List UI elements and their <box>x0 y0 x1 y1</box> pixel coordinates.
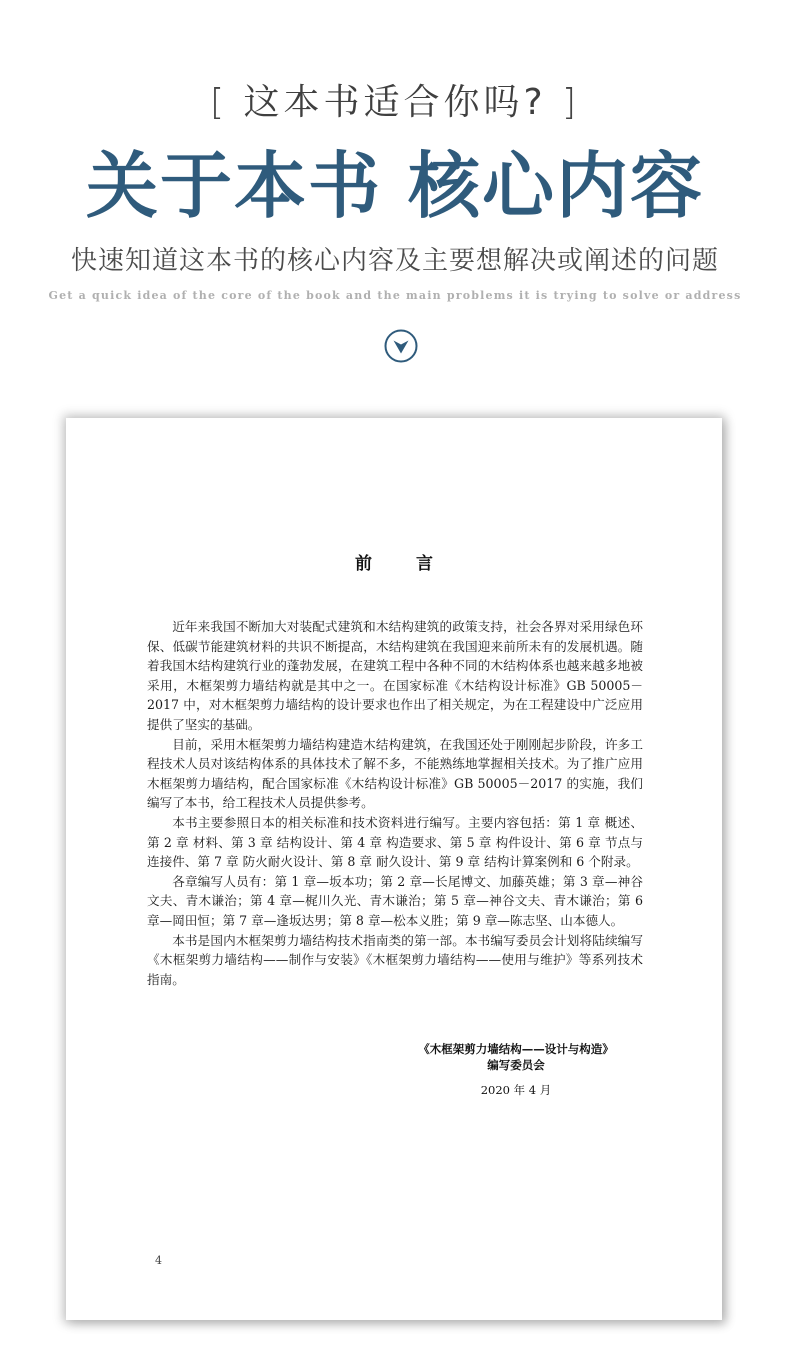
paragraph: 目前，采用木框架剪力墙结构建造木结构建筑，在我国还处于刚刚起步阶段，许多工程技术人员对该结构体系的具体技术了解不多，不能熟练地掌握相关技术。为了推广应用木框架剪力墙结构，配合国家标准《木结构设计标准》GB 50005－2017 的实施，我们编写了本书，给工程技术人员提供参考。 <box>147 736 643 811</box>
book-page <box>66 418 722 1320</box>
page-heading <box>66 552 722 576</box>
promo-header <box>0 0 790 400</box>
signoff-date: 2020 年 4 月 <box>480 1083 552 1097</box>
preface-body <box>147 617 643 989</box>
question-text: 这本书适合你吗? <box>243 82 547 123</box>
signoff <box>396 1041 636 1098</box>
subtitle-chinese: 快速知道这本书的核心内容及主要想解决或阐述的问题 <box>70 246 719 276</box>
heading-char-2: 言 <box>416 554 433 574</box>
paragraph: 本书是国内木框架剪力墙结构技术指南类的第一部。本书编写委员会计划将陆续编写《木框架剪力墙结构——制作与安装》《木框架剪力墙结构——使用与维护》等系列技术指南。 <box>147 932 643 987</box>
bracket-close: ] <box>562 82 581 123</box>
signoff-committee: 编写委员会 <box>487 1058 545 1072</box>
question-title <box>0 78 790 128</box>
subtitle-english: Get a quick idea of the core of the book and the main problems it is trying to solve or address <box>48 289 742 302</box>
main-title <box>0 143 790 229</box>
signoff-book-title: 《木框架剪力墙结构——设计与构造》 <box>418 1042 614 1056</box>
main-title-left: 关于本书 <box>85 143 382 228</box>
main-title-right: 核心内容 <box>408 143 705 228</box>
page-number: 4 <box>155 1254 162 1267</box>
heading-char-1: 前 <box>355 554 372 574</box>
chevron-down-circle-icon[interactable] <box>384 329 418 363</box>
bracket-open: [ <box>209 82 228 123</box>
paragraph: 各章编写人员有：第 1 章—坂本功；第 2 章—长尾博文、加藤英雄；第 3 章—神谷文夫、青木谦治；第 4 章—梶川久光、青木谦治；第 5 章—神谷文夫、青木谦治；第 6 章—岡田恒；第 7 章—逢坂达男；第 8 章—松本义胜；第 9 章—陈志坚、山本德人。 <box>147 873 643 928</box>
paragraph: 近年来我国不断加大对装配式建筑和木结构建筑的政策支持，社会各界对采用绿色环保、低碳节能建筑材料的共识不断提高，木结构建筑在我国迎来前所未有的发展机遇。随着我国木结构建筑行业的蓬勃发展，在建筑工程中各种不同的木结构体系也越来越多地被采用，木框架剪力墙结构就是其中之一。在国家标准《木结构设计标准》GB 50005－2017 中，对木框架剪力墙结构的设计要求也作出了相关规定，为在工程建设中广泛应用提供了坚实的基础。 <box>147 619 643 732</box>
paragraph: 本书主要参照日本的相关标准和技术资料进行编写。主要内容包括：第 1 章 概述、第 2 章 材料、第 3 章 结构设计、第 4 章 构造要求、第 5 章 构件设计、第 6 章 节点与连接件、第 7 章 防火耐火设计、第 8 章 耐久设计、第 9 章 结构计算案例和 6 个附录。 <box>147 814 643 870</box>
